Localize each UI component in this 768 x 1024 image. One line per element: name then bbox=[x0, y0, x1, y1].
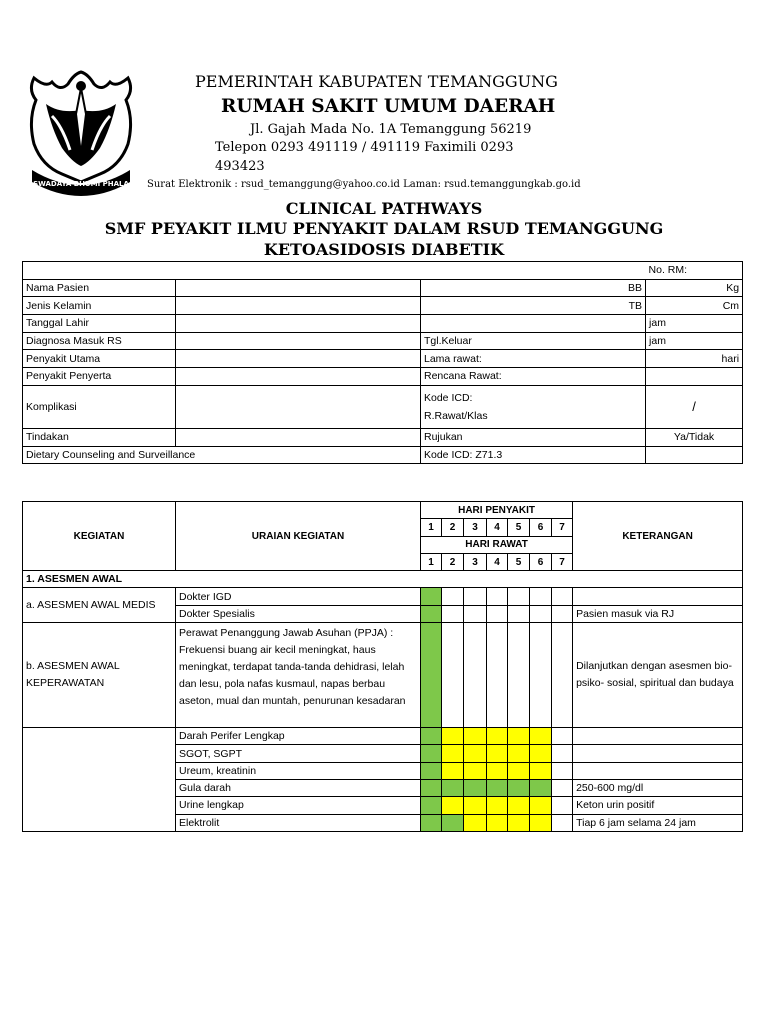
day-check-yellow[interactable] bbox=[530, 762, 552, 779]
day-check-yellow[interactable] bbox=[530, 745, 552, 762]
day-check-yellow[interactable] bbox=[530, 728, 552, 745]
header-uraian: URAIAN KEGIATAN bbox=[176, 502, 421, 571]
lama-rawat-label: Lama rawat: bbox=[421, 350, 646, 368]
day-check[interactable] bbox=[487, 623, 508, 728]
day-cell: 2 bbox=[442, 553, 464, 570]
nama-field[interactable] bbox=[176, 279, 421, 297]
day-check-green[interactable] bbox=[442, 779, 464, 796]
hari-label: hari bbox=[646, 350, 743, 368]
day-check-yellow[interactable] bbox=[464, 762, 487, 779]
day-check[interactable] bbox=[508, 605, 530, 622]
day-check[interactable] bbox=[442, 623, 464, 728]
lab-name: Gula darah bbox=[176, 779, 421, 796]
tindakan-label: Tindakan bbox=[23, 428, 176, 446]
day-check[interactable] bbox=[552, 605, 573, 622]
day-check-yellow[interactable] bbox=[464, 814, 487, 831]
day-check-green[interactable] bbox=[508, 779, 530, 796]
lab-ket bbox=[573, 745, 743, 762]
day-check-yellow[interactable] bbox=[530, 814, 552, 831]
perawat-description: Perawat Penanggung Jawab Asuhan (PPJA) : Frekuensi buang air kecil meningkat, haus meningkat, terdapat tanda-tanda dehidrasi, lelah dan lesu, pola nafas kusmaul, napas berbau aseton, mual dan muntah, penurunan kesadaran bbox=[176, 623, 421, 728]
tgl-lahir-field[interactable] bbox=[176, 315, 421, 333]
day-check[interactable] bbox=[530, 588, 552, 605]
jam-label: jam bbox=[646, 315, 743, 333]
day-check-green[interactable] bbox=[421, 588, 442, 605]
day-check[interactable] bbox=[552, 728, 573, 745]
dokter-igd: Dokter IGD bbox=[176, 588, 421, 605]
day-check-green[interactable] bbox=[421, 814, 442, 831]
day-check-green[interactable] bbox=[487, 779, 508, 796]
day-check-yellow[interactable] bbox=[464, 797, 487, 814]
patient-info-table bbox=[22, 261, 743, 464]
lab-name: Ureum, kreatinin bbox=[176, 762, 421, 779]
tgl-lahir-label: Tanggal Lahir bbox=[23, 315, 176, 333]
lab-kegiatan-cell bbox=[23, 728, 176, 832]
day-check-yellow[interactable] bbox=[508, 728, 530, 745]
tindakan-field[interactable] bbox=[176, 428, 421, 446]
header-government: PEMERINTAH KABUPATEN TEMANGGUNG bbox=[195, 72, 558, 91]
day-cell: 5 bbox=[508, 519, 530, 536]
keterangan-lanjut: Dilanjutkan dengan asesmen bio-psiko- sosial, spiritual dan budaya bbox=[573, 623, 743, 728]
jk-label: Jenis Kelamin bbox=[23, 297, 176, 315]
penyerta-field[interactable] bbox=[176, 368, 421, 386]
day-check-green[interactable] bbox=[530, 779, 552, 796]
rawat-klas-label: R.Rawat/Klas bbox=[424, 409, 488, 422]
row-nama bbox=[23, 279, 743, 297]
lab-ket: 250-600 mg/dl bbox=[573, 779, 743, 796]
day-check[interactable] bbox=[530, 605, 552, 622]
row-komplikasi bbox=[23, 385, 743, 428]
header-hari-penyakit: HARI PENYAKIT bbox=[421, 502, 573, 519]
day-check-green[interactable] bbox=[421, 745, 442, 762]
lab-name: Elektrolit bbox=[176, 814, 421, 831]
day-check-yellow[interactable] bbox=[487, 762, 508, 779]
day-check[interactable] bbox=[552, 779, 573, 796]
day-check-green[interactable] bbox=[421, 728, 442, 745]
asesmen-medis-label: a. ASESMEN AWAL MEDIS bbox=[23, 588, 176, 623]
day-check[interactable] bbox=[508, 588, 530, 605]
day-cell: 7 bbox=[552, 553, 573, 570]
day-cell: 5 bbox=[508, 553, 530, 570]
lab-ket: Keton urin positif bbox=[573, 797, 743, 814]
day-check-yellow[interactable] bbox=[442, 728, 464, 745]
header-hari-rawat: HARI RAWAT bbox=[421, 536, 573, 553]
day-check-green[interactable] bbox=[421, 605, 442, 622]
row-jk bbox=[23, 297, 743, 315]
clinical-pathway-table bbox=[22, 501, 743, 832]
jam-keluar-label: jam bbox=[646, 332, 743, 350]
lab-name: Darah Perifer Lengkap bbox=[176, 728, 421, 745]
kg-label: Kg bbox=[646, 279, 743, 297]
diagnosa-label: Diagnosa Masuk RS bbox=[23, 332, 176, 350]
day-check-yellow[interactable] bbox=[442, 797, 464, 814]
day-check-green[interactable] bbox=[421, 762, 442, 779]
day-cell: 6 bbox=[530, 553, 552, 570]
day-cell: 4 bbox=[487, 553, 508, 570]
cm-label: Cm bbox=[646, 297, 743, 315]
no-rm-label: No. RM: bbox=[646, 262, 743, 280]
doc-title: CLINICAL PATHWAYS bbox=[285, 199, 483, 218]
lab-name: Urine lengkap bbox=[176, 797, 421, 814]
day-check-yellow[interactable] bbox=[487, 745, 508, 762]
day-check-yellow[interactable] bbox=[508, 745, 530, 762]
dietary-field[interactable] bbox=[646, 446, 743, 464]
doc-diagnosis: KETOASIDOSIS DIABETIK bbox=[263, 240, 505, 259]
day-check[interactable] bbox=[464, 623, 487, 728]
rencana-label: Rencana Rawat: bbox=[421, 368, 646, 386]
doc-subtitle: SMF PEYAKIT ILMU PENYAKIT DALAM RSUD TEMANGGUNG bbox=[104, 219, 664, 238]
rujukan-label: Rujukan bbox=[421, 428, 646, 446]
day-check-green[interactable] bbox=[464, 779, 487, 796]
row-tindakan bbox=[23, 428, 743, 446]
day-check[interactable] bbox=[464, 588, 487, 605]
penyerta-label: Penyakit Penyerta bbox=[23, 368, 176, 386]
day-check-yellow[interactable] bbox=[508, 797, 530, 814]
day-check-yellow[interactable] bbox=[487, 797, 508, 814]
day-check[interactable] bbox=[442, 588, 464, 605]
day-check-yellow[interactable] bbox=[487, 814, 508, 831]
day-check-yellow[interactable] bbox=[464, 745, 487, 762]
header-keterangan: KETERANGAN bbox=[573, 502, 743, 571]
day-check[interactable] bbox=[552, 623, 573, 728]
kode-icd-dietary: Kode ICD: Z71.3 bbox=[421, 446, 646, 464]
lab-name: SGOT, SGPT bbox=[176, 745, 421, 762]
header-kegiatan: KEGIATAN bbox=[23, 502, 176, 571]
day-cell: 4 bbox=[487, 519, 508, 536]
tgl-lahir-field2[interactable] bbox=[421, 315, 646, 333]
nama-label: Nama Pasien bbox=[23, 279, 176, 297]
day-check-yellow[interactable] bbox=[508, 762, 530, 779]
tb-label: TB bbox=[421, 297, 646, 315]
day-cell: 3 bbox=[464, 553, 487, 570]
bb-label: BB bbox=[421, 279, 646, 297]
day-check[interactable] bbox=[487, 588, 508, 605]
dietary-label: Dietary Counseling and Surveillance bbox=[23, 446, 421, 464]
lab-rows bbox=[23, 728, 743, 832]
day-check-green[interactable] bbox=[421, 797, 442, 814]
day-check[interactable] bbox=[530, 623, 552, 728]
day-check[interactable] bbox=[464, 605, 487, 622]
lab-ket: Tiap 6 jam selama 24 jam bbox=[573, 814, 743, 831]
day-check-yellow[interactable] bbox=[442, 762, 464, 779]
lab-row bbox=[23, 728, 743, 745]
tgl-keluar-label: Tgl.Keluar bbox=[421, 332, 646, 350]
komplikasi-field[interactable] bbox=[176, 385, 421, 428]
logo-motto: SWADAYA BHUMI PHALA bbox=[33, 180, 129, 188]
kode-icd-label: Kode ICD: bbox=[424, 391, 473, 404]
lab-ket bbox=[573, 762, 743, 779]
header-address: Jl. Gajah Mada No. 1A Temanggung 56219 bbox=[250, 122, 532, 137]
day-check[interactable] bbox=[552, 797, 573, 814]
header-hospital: RUMAH SAKIT UMUM DAERAH bbox=[221, 96, 556, 117]
day-check-yellow[interactable] bbox=[530, 797, 552, 814]
dokter-spesialis: Dokter Spesialis bbox=[176, 605, 421, 622]
day-check-green[interactable] bbox=[421, 779, 442, 796]
komplikasi-label: Komplikasi bbox=[23, 385, 176, 428]
lab-ket bbox=[573, 728, 743, 745]
row-penyakit-utama bbox=[23, 350, 743, 368]
row-dietary bbox=[23, 446, 743, 464]
day-check[interactable] bbox=[442, 605, 464, 622]
row-diagnosa bbox=[23, 332, 743, 350]
day-check-yellow[interactable] bbox=[442, 745, 464, 762]
diagnosa-field[interactable] bbox=[176, 332, 421, 350]
day-cell: 3 bbox=[464, 519, 487, 536]
jk-field[interactable] bbox=[176, 297, 421, 315]
section-asesmen-awal: 1. ASESMEN AWAL bbox=[23, 571, 743, 588]
day-check-yellow[interactable] bbox=[508, 814, 530, 831]
day-cell: 1 bbox=[421, 553, 442, 570]
day-check-yellow[interactable] bbox=[487, 728, 508, 745]
rencana-field[interactable] bbox=[646, 368, 743, 386]
day-check[interactable] bbox=[552, 814, 573, 831]
day-cell: 1 bbox=[421, 519, 442, 536]
header-phone: Telepon 0293 491119 / 491119 Faximili 0293 bbox=[215, 140, 514, 155]
day-cell: 2 bbox=[442, 519, 464, 536]
row-no-rm bbox=[23, 262, 743, 280]
keterangan-cell bbox=[573, 588, 743, 605]
day-cell: 6 bbox=[530, 519, 552, 536]
asesmen-keperawatan-label: b. ASESMEN AWAL KEPERAWATAN bbox=[23, 623, 176, 728]
day-check[interactable] bbox=[552, 745, 573, 762]
day-check-green[interactable] bbox=[442, 814, 464, 831]
ya-tidak-option[interactable]: Ya/Tidak bbox=[646, 428, 743, 446]
day-check[interactable] bbox=[552, 762, 573, 779]
penyakit-utama-field[interactable] bbox=[176, 350, 421, 368]
row-tgl-lahir bbox=[23, 315, 743, 333]
temanggung-coat-of-arms-logo bbox=[22, 70, 140, 202]
penyakit-utama-label: Penyakit Utama bbox=[23, 350, 176, 368]
rawat-klas-field[interactable]: / bbox=[646, 385, 743, 428]
header-email: Surat Elektronik : rsud_temanggung@yahoo.co.id Laman: rsud.temanggungkab.go.id bbox=[147, 179, 581, 190]
day-check-yellow[interactable] bbox=[464, 728, 487, 745]
row-penyerta bbox=[23, 368, 743, 386]
day-check[interactable] bbox=[487, 605, 508, 622]
day-check-green[interactable] bbox=[421, 623, 442, 728]
day-check[interactable] bbox=[552, 588, 573, 605]
header-phone-cont: 493423 bbox=[215, 159, 265, 174]
keterangan-rj: Pasien masuk via RJ bbox=[573, 605, 743, 622]
day-check[interactable] bbox=[508, 623, 530, 728]
day-cell: 7 bbox=[552, 519, 573, 536]
